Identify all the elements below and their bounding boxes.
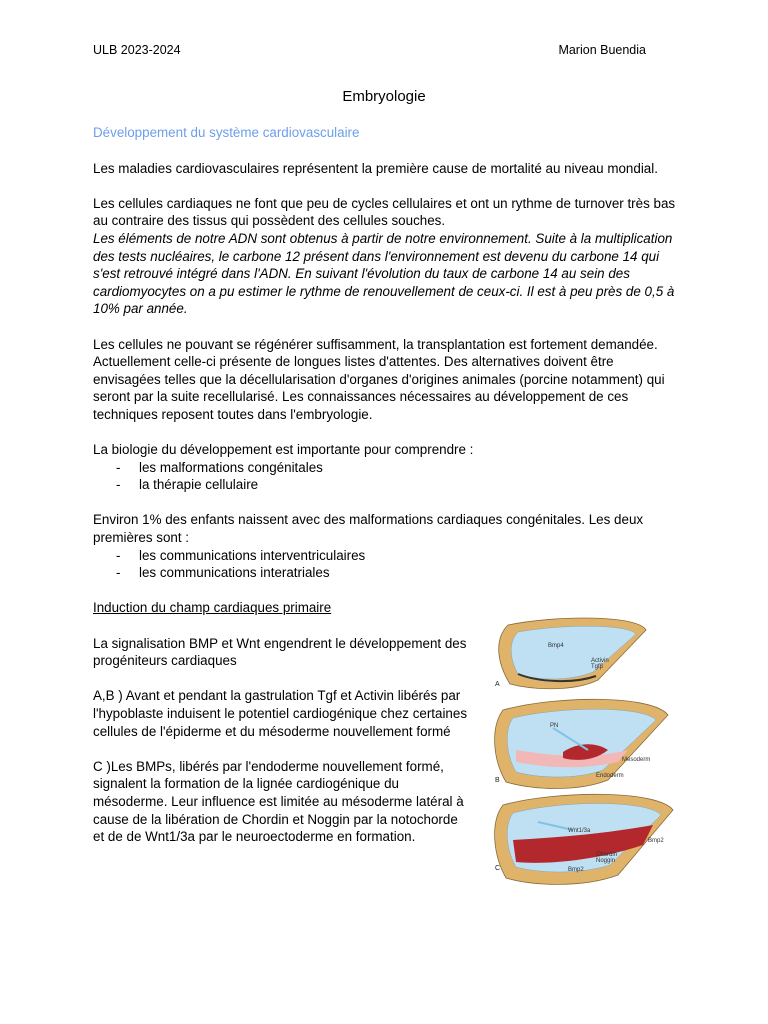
paragraph-carbon14: Les éléments de notre ADN sont obtenus à partir de notre environnement. Suite à la multiplication des tests nucléaires, le carbone 12 présent dans l'environnement est devenu du carbone 14 qui s'est retrouvé intégré dans l'ADN. En suivant l'évolution du taux de carbone 14 au sein des cardiomyocytes on a pu estimer le rythme de renouvellement de ceux-ci. Il est à peu près de 0,5 à 10% par année. — [93, 230, 675, 317]
cardiac-induction-figure — [478, 610, 678, 895]
label-noggin: Noggin — [596, 858, 616, 864]
section-heading-induction: Induction du champ cardiaques primaire — [93, 600, 332, 616]
page-title: Embryologie — [342, 88, 426, 105]
label-endoderm: Endoderm — [596, 773, 624, 779]
paragraph-bmps: C )Les BMPs, libérés par l'endoderme nouvellement formé, signalent la formation de la lignée cardiogénique du mésoderme. Leur influence est limitée au mésoderme latéral à cause de la libération de Chordin et Noggin par la notochorde et de de Wnt1/3a par le neuroectoderme en formation. — [93, 758, 464, 845]
header-right: Marion Buendia — [558, 43, 646, 57]
label-tgf: Tgfβ — [591, 664, 604, 670]
paragraph-mortality: Les maladies cardiovasculaires représentent la première cause de mortalité au niveau mondial. — [93, 160, 658, 176]
list-item: - la thérapie cellulaire — [93, 476, 683, 494]
figure-panel-a — [495, 618, 646, 689]
figure-panel-c — [495, 794, 673, 884]
list-item: - les communications interatriales — [93, 564, 683, 582]
paragraph-turnover-text: Les cellules cardiaques ne font que peu de cycles cellulaires et ont un rythme de turnover très bas au contraire des tissus qui possèdent des cellules souches. — [93, 195, 676, 229]
label-bmp2-right: Bmp2 — [648, 838, 664, 844]
figure-panel-b — [495, 699, 668, 788]
panel-letter-b: B — [495, 777, 500, 784]
section-subtitle: Développement du système cardiovasculaire — [93, 125, 360, 140]
label-chordin: Chordin — [596, 852, 618, 858]
panel-letter-c: C — [495, 865, 501, 872]
paragraph-bmp-wnt: La signalisation BMP et Wnt engendrent le développement des progéniteurs cardiaques — [93, 635, 467, 669]
panel-letter-a: A — [495, 681, 500, 688]
label-wnt: Wnt1/3a — [568, 828, 591, 834]
paragraph-gastrulation: A,B ) Avant et pendant la gastrulation Tgf et Activin libérés par l'hypoblaste induisent le potentiel cardiogénique chez certaines cellules de l'épiderme et du mésoderme nouvellement formé — [93, 688, 468, 739]
label-mesoderm: Mesoderm — [622, 757, 651, 763]
paragraph-transplantation: Les cellules ne pouvant se régénérer suffisamment, la transplantation est fortement demandée. Actuellement celle-ci présente de longues listes d'attentes. Des alternatives doivent être envisagées telles que la décellularisation d'organes d'origines animales (porcine notamment) qui seront par la suite recellularisé. Les connaissances nécessaires au développement de ces techniques reposent toutes dans l'embryologie. — [93, 336, 665, 422]
list-malformations — [93, 547, 683, 582]
label-bmp4: Bmp4 — [548, 643, 564, 649]
paragraph-turnover — [93, 195, 683, 318]
label-bmp2-bottom: Bmp2 — [568, 867, 584, 873]
list-item: - les communications interventriculaires — [93, 547, 683, 565]
paragraph-biology: La biologie du développement est importante pour comprendre : — [93, 442, 474, 458]
paragraph-malformations: Environ 1% des enfants naissent avec des malformations cardiaques congénitales. Les deux premières sont : — [93, 512, 644, 546]
list-biology — [93, 459, 683, 494]
label-activin: Activin — [591, 658, 609, 664]
label-pn: PN — [550, 723, 559, 729]
list-item: - les malformations congénitales — [93, 459, 683, 477]
header-left: ULB 2023-2024 — [93, 43, 181, 57]
